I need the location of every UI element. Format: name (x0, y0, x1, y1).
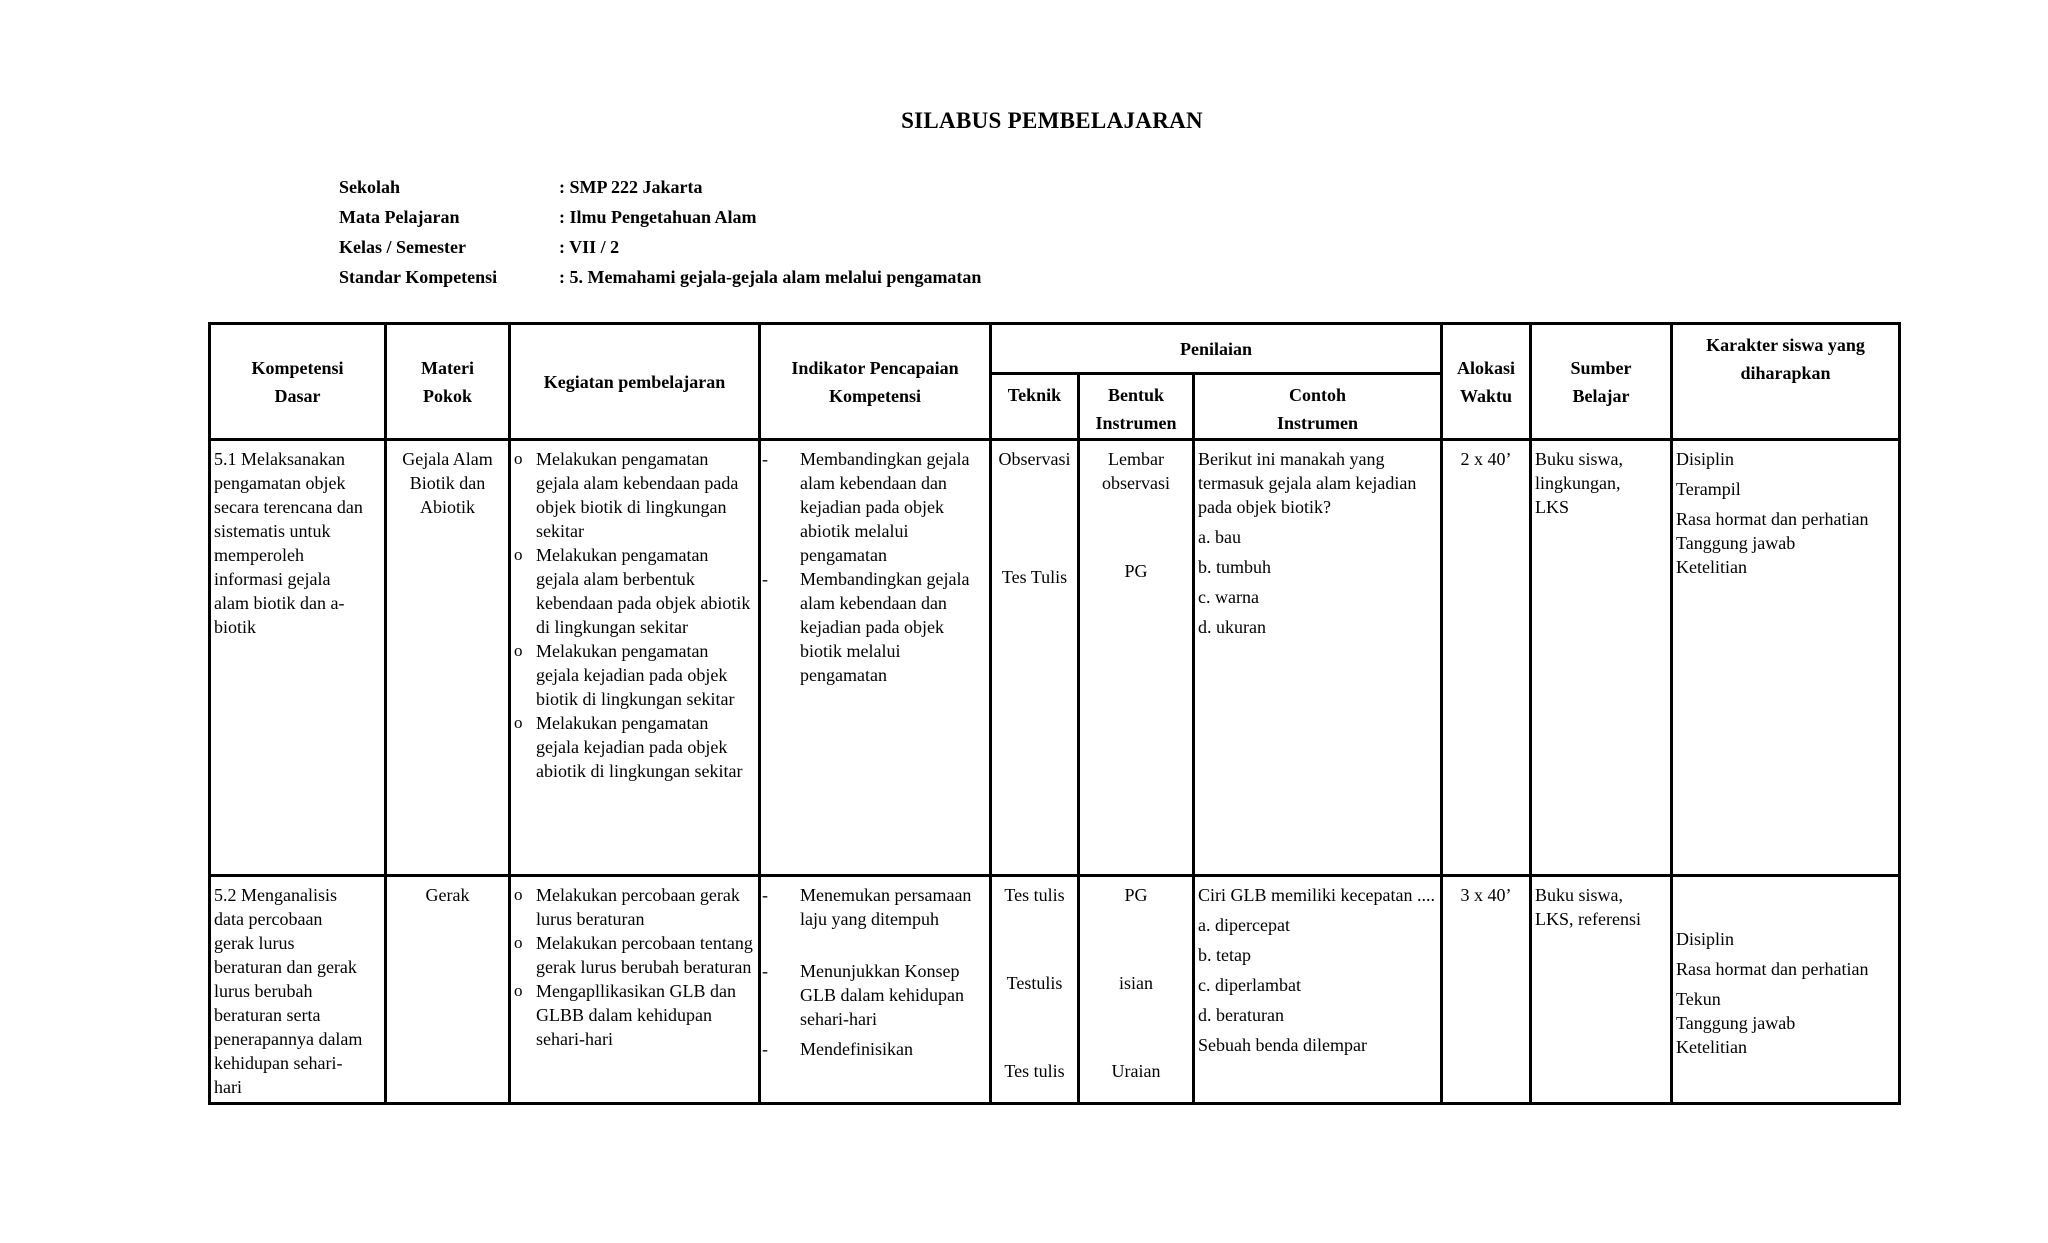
meta-row-kelas-semester (339, 232, 981, 262)
header-teknik: Teknik (991, 374, 1079, 440)
cell-line: Tes tulis (1004, 1061, 1065, 1081)
cell-line: gerak lurus (214, 933, 295, 953)
cell-line: LKS (1535, 497, 1570, 517)
cell-line: b. tumbuh (1198, 557, 1272, 577)
header-text: Sumber (1570, 357, 1632, 378)
cell-teknik (991, 440, 1079, 876)
cell-materi-pokok (386, 440, 510, 876)
cell-line: kehidupan sehari- (214, 1053, 343, 1073)
cell-line: Terampil (1676, 479, 1741, 499)
header-text: Dasar (274, 385, 321, 406)
syllabus-meta (339, 172, 981, 292)
meta-value: : Ilmu Pengetahuan Alam (559, 206, 757, 227)
header-text: Kompetensi (251, 357, 344, 378)
cell-line: secara terencana dan (214, 497, 363, 517)
cell-line: sistematis untuk (214, 521, 331, 541)
header-text: Bentuk (1107, 385, 1165, 405)
cell-line: alam biotik dan a- (214, 593, 345, 613)
cell-karakter (1672, 440, 1900, 876)
cell-line: Buku siswa, (1535, 885, 1624, 905)
cell-line: Abiotik (419, 497, 475, 517)
list-item: - Mendefinisikan (764, 1037, 986, 1061)
cell-sumber (1531, 876, 1672, 1104)
cell-kegiatan (510, 440, 760, 876)
cell-line: Disiplin (1676, 449, 1735, 469)
cell-line: Gerak (425, 885, 470, 905)
header-bentuk-instrumen (1079, 374, 1194, 440)
header-text: diharapkan (1740, 363, 1831, 383)
cell-line: beraturan dan gerak (214, 957, 357, 977)
cell-line: b. tetap (1198, 945, 1251, 965)
header-karakter (1672, 324, 1900, 440)
list-item: o Melakukan pengamatan gejala kejadian pada objek biotik di lingkungan sekitar (514, 639, 755, 711)
meta-value: : 5. Memahami gejala-gejala alam melalui pengamatan (559, 266, 982, 287)
cell-line: isian (1119, 973, 1153, 993)
header-contoh-instrumen (1194, 374, 1442, 440)
cell-line: d. ukuran (1198, 617, 1266, 637)
cell-materi-pokok (386, 876, 510, 1104)
syllabus-table (208, 322, 1901, 1105)
cell-line: Rasa hormat dan perhatian (1676, 509, 1869, 529)
header-kegiatan: Kegiatan pembelajaran (510, 324, 760, 440)
meta-label: Kelas / Semester (339, 236, 466, 257)
cell-line: PG (1124, 561, 1148, 581)
list-item: o Melakukan pengamatan gejala alam berbentuk kebendaan pada objek abiotik di lingkungan sekitar (514, 543, 755, 639)
header-text: Karakter siswa yang (1706, 335, 1865, 355)
cell-line: Tanggung jawab (1676, 1013, 1796, 1033)
cell-karakter (1672, 876, 1900, 1104)
cell-line: data percobaan (214, 909, 323, 929)
cell-line: PG (1124, 885, 1148, 905)
header-text: Pokok (422, 385, 473, 406)
cell-line: memperoleh (214, 545, 304, 565)
meta-row-standar-kompetensi (339, 262, 981, 292)
cell-indikator (760, 440, 991, 876)
cell-line: Ketelitian (1676, 557, 1747, 577)
meta-row-sekolah (339, 172, 981, 202)
cell-line: 5.1 Melaksanakan (214, 449, 345, 469)
meta-label: Sekolah (339, 176, 401, 197)
cell-line: LKS, referensi (1535, 909, 1641, 929)
cell-line: Sebuah benda dilempar (1198, 1035, 1367, 1055)
cell-line: Uraian (1111, 1061, 1161, 1081)
header-text: Waktu (1460, 385, 1513, 406)
cell-bentuk (1079, 440, 1194, 876)
meta-value: : SMP 222 Jakarta (559, 176, 703, 197)
cell-contoh (1194, 440, 1442, 876)
cell-alokasi: 3 x 40’ (1442, 876, 1531, 1104)
cell-line: Tes Tulis (1001, 567, 1068, 587)
kegiatan-list (514, 883, 755, 1051)
cell-line: Disiplin (1676, 929, 1735, 949)
cell-indikator (760, 876, 991, 1104)
header-indikator (760, 324, 991, 440)
list-item: - Menemukan persamaan laju yang ditempuh (764, 883, 986, 931)
cell-contoh (1194, 876, 1442, 1104)
cell-line: Berikut ini manakah yang termasuk gejala alam kejadian pada objek biotik? (1198, 449, 1417, 517)
cell-line: Buku siswa, (1535, 449, 1624, 469)
header-text: Belajar (1572, 385, 1630, 406)
header-text: Alokasi (1457, 357, 1516, 378)
cell-line: lurus berubah (214, 981, 313, 1001)
indikator-list (764, 883, 986, 1061)
cell-line: penerapannya dalam (214, 1029, 363, 1049)
cell-line: Observasi (998, 449, 1071, 469)
cell-line: Rasa hormat dan perhatian (1676, 959, 1869, 979)
cell-line: Ciri GLB memiliki kecepatan .... (1198, 885, 1435, 905)
header-text: Contoh (1289, 385, 1347, 405)
cell-line: Biotik dan (409, 473, 486, 493)
cell-line: a. bau (1198, 527, 1241, 547)
list-item: - Menunjukkan Konsep GLB dalam kehidupan sehari-hari (764, 959, 986, 1031)
meta-label: Mata Pelajaran (339, 206, 460, 227)
cell-line: Tanggung jawab (1676, 533, 1796, 553)
cell-alokasi: 2 x 40’ (1442, 440, 1531, 876)
cell-line: c. diperlambat (1198, 975, 1301, 995)
header-text: Instrumen (1095, 413, 1177, 433)
cell-teknik (991, 876, 1079, 1104)
cell-line: hari (214, 1077, 242, 1097)
cell-line: Testulis (1006, 973, 1063, 993)
list-item: o Melakukan pengamatan gejala kejadian pada objek abiotik di lingkungan sekitar (514, 711, 755, 783)
list-item: o Melakukan percobaan gerak lurus beraturan (514, 883, 755, 931)
list-item: o Melakukan pengamatan gejala alam kebendaan pada objek biotik di lingkungan sekitar (514, 447, 755, 543)
list-item: o Melakukan percobaan tentang gerak lurus berubah beraturan (514, 931, 755, 979)
cell-line: 5.2 Menganalisis (214, 885, 337, 905)
cell-kompetensi-dasar (210, 876, 386, 1104)
cell-line: lingkungan, (1535, 473, 1621, 493)
cell-line: d. beraturan (1198, 1005, 1284, 1025)
header-penilaian: Penilaian (991, 324, 1442, 374)
cell-line: Tekun (1676, 989, 1721, 1009)
list-item: o Mengapllikasikan GLB dan GLBB dalam kehidupan sehari-hari (514, 979, 755, 1051)
header-kompetensi-dasar (210, 324, 386, 440)
cell-line: pengamatan objek (214, 473, 346, 493)
cell-line: Ketelitian (1676, 1037, 1747, 1057)
cell-sumber (1531, 440, 1672, 876)
table-row (210, 440, 1900, 876)
cell-line: Gejala Alam (402, 449, 493, 469)
header-sumber-belajar (1531, 324, 1672, 440)
cell-line: Lembar observasi (1102, 449, 1170, 493)
cell-line: beraturan serta (214, 1005, 321, 1025)
cell-kompetensi-dasar (210, 440, 386, 876)
meta-label: Standar Kompetensi (339, 266, 498, 287)
header-text: Kompetensi (829, 385, 921, 406)
cell-line: Tes tulis (1004, 885, 1065, 905)
indikator-list (764, 447, 986, 687)
cell-line: a. dipercepat (1198, 915, 1290, 935)
list-item: - Membandingkan gejala alam kebendaan dan kejadian pada objek biotik melalui pengamatan (764, 567, 986, 687)
cell-line: informasi gejala (214, 569, 331, 589)
header-materi-pokok (386, 324, 510, 440)
cell-line: c. warna (1198, 587, 1259, 607)
meta-value: : VII / 2 (559, 236, 620, 257)
header-text: Materi (421, 357, 474, 378)
meta-row-mata-pelajaran (339, 202, 981, 232)
list-item: - Membandingkan gejala alam kebendaan dan kejadian pada objek abiotik melalui pengamatan (764, 447, 986, 567)
table-row (210, 876, 1900, 1104)
cell-kegiatan (510, 876, 760, 1104)
header-alokasi-waktu (1442, 324, 1531, 440)
cell-bentuk (1079, 876, 1194, 1104)
kegiatan-list (514, 447, 755, 783)
header-text: Indikator Pencapaian (791, 357, 959, 378)
document-title: SILABUS PEMBELAJARAN (901, 108, 1203, 133)
cell-line: biotik (214, 617, 257, 637)
header-text: Instrumen (1277, 413, 1359, 433)
